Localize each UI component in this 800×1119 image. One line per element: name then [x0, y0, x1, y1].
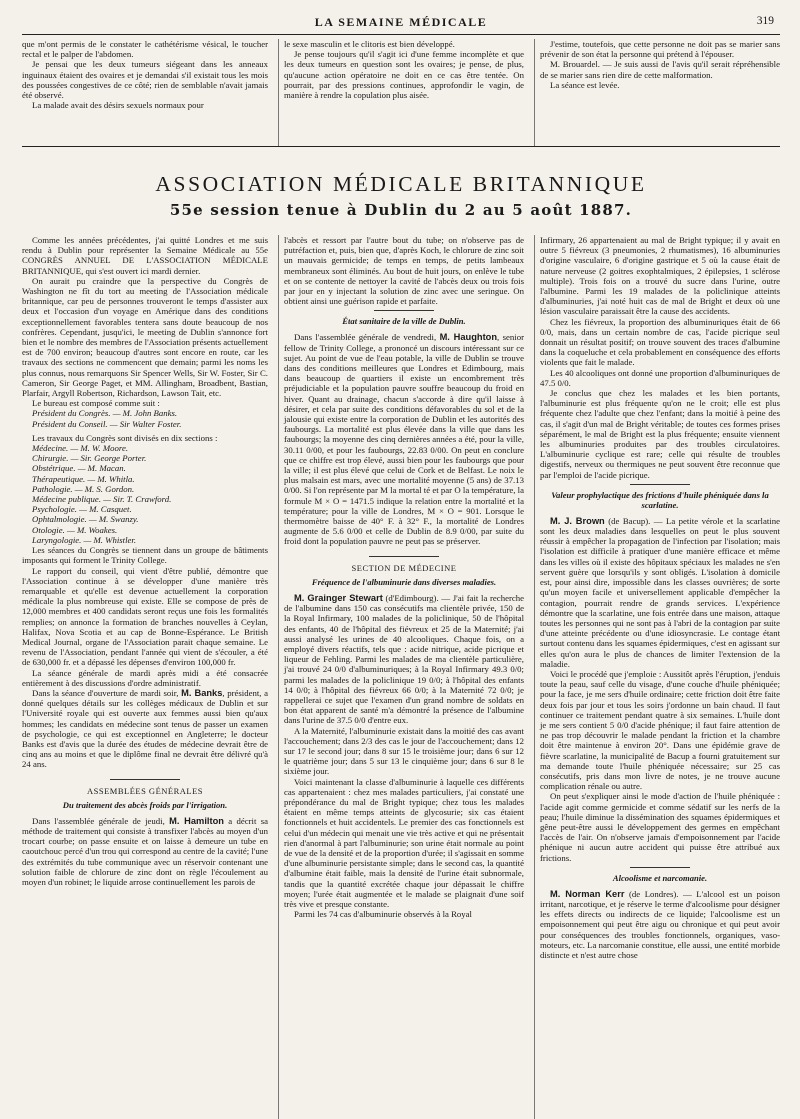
- continued-article: [22, 39, 780, 147]
- list-item: Président du Conseil. — Sir Walter Foster.: [32, 418, 182, 429]
- paragraph: A la Maternité, l'albuminurie existait dans la moitié des cas avant l'accouchement; dans 2/3 des cas le jour de l'accouchement; dans 12 sur 17 le second jour; dans 8 sur 15 le troisième jour; dans 6 sur 12 le quatrième jour; dans 5 sur 13 le cinquième jour; dans 6 sur 8 le sixième jour.: [284, 725, 524, 777]
- speaker-name: M. Grainger Stewart: [294, 592, 383, 603]
- paragraph: Le bureau est composé comme suit :: [32, 398, 160, 409]
- paragraph: Parmi les 74 cas d'albuminurie observés à la Royal: [294, 909, 472, 920]
- paragraph: La séance générale de mardi après midi a été consacrée entièrement à des discussions d'ordre administratif.: [22, 667, 268, 688]
- article-body: [22, 235, 780, 1119]
- page-header: [22, 0, 780, 35]
- paragraph: Les 40 alcooliques ont donné une proportion d'albuminuriques de 47.5 0/0.: [540, 367, 780, 388]
- paragraph: Les séances du Congrès se tiennent dans un groupe de bâtiments imposants qui forment le Trinity College.: [22, 545, 268, 566]
- subsection-heading: [540, 867, 780, 883]
- speaker-name: M. Hamilton: [169, 815, 224, 826]
- subsection-title: État sanitaire de la ville de Dublin.: [342, 316, 466, 327]
- paragraph: [284, 332, 524, 546]
- list-item: Laryngologie. — M. Whistler.: [32, 534, 137, 545]
- text: , senior fellow de Trinity College, a prononcé un discours intéressant sur ce sujet. Au point de vue de l'eau potable, la ville de Dublin se trouve dans des conditions meilleures que Londres et Edimbourg, mais dans beaucoup de quartiers il existe un encombrement très préjudiciable et la population pauvre souffre beaucoup du froid en hiver. Quant au drainage, chacun s'accorde à dire qu'il laisse à désirer, et cela par suite des conditions défavorables du sol et de la jalousie qui existe entre la corporation de Dublin et les autorités des faubourgs. La mortalité est plus élevée dans la ville que dans les faubourgs; la moyenne des cinq dernières années a été, pour la ville, 30.11 0/00, et pour les faubourgs, 22.83 0/00. On peut en conclure que ce chiffre est trop élevé, aussi bien pour les faubourgs que pour la ville; il est plus élevé que celui de Cork et de Belfast. Le noix le plus malsain est mars, avec une mortalité moyenne (5 ans) de 37.13 0/00. Si l'on représente par M la mortal té et par O la température, la formule M × O = 1471.5 indique la relation entre la mortalité et la température; pour la ville de Londres, M × O = 901. Lorsque le thermomètre baisse de 40° F. à 32° F., la mortalité de Londres augmente de 5.6 0/00 et celle de Dublin de 8.9 0/00, par suite du froid dont la population pauvre ne peut pas se préserver.: [284, 332, 524, 547]
- top-column-3: [534, 39, 780, 146]
- paragraph: Le rapport du conseil, qui vient d'être publié, démontre que l'Association continue à se développer d'une manière très remarquable et qu'elle est devenue actuellement la corporation médicale la plus nombreuse qui existe. Elle se compose de près de 12,000 membres et 400 candidats seront reçus une fois les formalités remplies; on annonce la formation de branches nouvelles à Ceylan, Halifax, Nova Scotia et au cap de Bonne-Espérance. Le British Medical Journal, organe de l'Association parait chaque semaine. Le revenu de l'Association, pendant l'année qui vient de s'écouler, a été de 630,000 fr. et a dépassé les dépenses d'environ 100,000 fr.: [22, 565, 268, 668]
- paragraph: Les travaux du Congrès sont divisés en dix sections :: [32, 432, 218, 443]
- top-column-2: [278, 39, 524, 146]
- article-subtitle: 55e session tenue à Dublin du 2 au 5 août 1887.: [169, 201, 633, 219]
- paragraph: [22, 688, 268, 770]
- list-item: Otologie. — M. Woakes.: [32, 524, 118, 535]
- paragraph: [540, 516, 780, 669]
- section-title: ASSEMBLÉES GÉNÉRALES: [86, 785, 204, 796]
- text: Dans l'assemblée générale de jeudi,: [32, 815, 165, 826]
- paragraph: M. Brouardel. — Je suis aussi de l'avis qu'il serait répréhensible de se marier sans rien dire de cette malformation.: [540, 59, 780, 80]
- text: , président, a donné quelques détails sur les collèges médicaux de Dublin et sur l'Université royale qui est ouverte aux femmes aussi bien qu'aux hommes; les candidats en médecine sont tenus de passer un examen de psychologie, ce qui est exceptionnel en Angleterre; le docteur Banks est d'avis que la durée des études de médecine devrait être de cinq ans au moins et que le diplôme final ne devrait être délivré qu'à 24 ans.: [22, 687, 268, 770]
- paragraph: Je conclus que chez les malades et les bien portants, l'albuminurie est plus fréquente qu'on ne le croit; elle est plus fréquente chez l'adulte que chez l'enfant; dans la moitié à peine des cas, il s'agit d'un mal de Bright véritable; de toutes ces formes prises séparément, le mal de Bright est la plus fréquente; ensuite viennent les albuminuries produites par des troubles circulatoires. L'albuminurie cyclique est rare; celle qui résulte de troubles digestifs, nerveux ou thermiques ne peut souvent être reconnue que par l'emploi de l'acide picrique.: [540, 388, 780, 480]
- list-item: Ophtalmologie. — M. Swanzy.: [32, 514, 139, 525]
- body-column-3: [534, 235, 780, 1119]
- journal-title: LA SEMAINE MÉDICALE: [314, 15, 488, 29]
- paragraph: On peut s'expliquer ainsi le mode d'action de l'huile phéniquée : l'acide agit comme germicide et comme sédatif sur les nerfs de la peau; l'huile diminue la dissémination des squames épidermiques et gêne peut-être aussi le développement des germes en empêchant l'accès de l'air. On n'observe jamais d'empoisonnement par l'acide phénique ni aucun autre accident qui puisse être attribué aux frictions.: [540, 791, 780, 863]
- article-banner: [22, 171, 780, 219]
- paragraph: La malade avait des désirs sexuels normaux pour: [32, 100, 204, 111]
- body-column-1: [22, 235, 268, 1119]
- speaker-name: M. J. Brown: [550, 515, 605, 526]
- paragraph: J'estime, toutefois, que cette personne ne doit pas se marier sans prévenir de son état la personne qui prétend à l'épouser.: [540, 39, 780, 60]
- article-title: ASSOCIATION MÉDICALE BRITANNIQUE: [155, 172, 647, 196]
- text: (de Londres). — L'alcool est un poison irritant, narcotique, et je réserve le terme d'alcoolisme pour désigner les effets directs ou indirects de ce liquide; l'alcoolisme est un empoisonnement qui peut être aigu ou chronique et qui peut avoir pour conséquences des troubles fonctionnels, organiques, vaso-moteurs, etc. La narcomanie constitue, elle aussi, une entité morbide distincte et n'est autre chose: [540, 888, 780, 960]
- list-item: Médecine publique. — Sir. T. Crawford.: [32, 494, 172, 505]
- paragraph: que m'ont permis de le constater le cathétérisme vésical, le toucher rectal et le palper de l'abdomen.: [22, 39, 268, 60]
- paragraph: Voici le procédé que j'emploie : Aussitôt après l'éruption, j'enduis toute la peau, sauf celle du visage, d'une couche d'huile phéniquée; pour la face, je me sers d'huile ordinaire; cette friction doit être faite deux fois par jour et tous les soirs j'ordonne un bain chaud. Il faut continuer ce traitement pendant quatre à six semaines. L'huile dont je me sers contient 5 0/0 d'acide phénique; il faut faire attention de ne pas trop découvrir le malade pendant la friction et la chambre doit être maintenue à environ 20°. Dans une épidémie grave de fièvre scarlatine, la municipalité de Bacup a fourni gratuitement sur ma demande toute l'huile phéniquée nécessaire; sur 25 cas consécutifs, pris dans mon livre de notes, je ne trouve aucune complication rénale ou autre.: [540, 668, 780, 792]
- divider: [374, 310, 434, 311]
- subsection-title: Alcoolisme et narcomanie.: [612, 872, 708, 883]
- top-column-1: [22, 39, 268, 146]
- divider: [630, 867, 690, 868]
- paragraph: [284, 593, 524, 726]
- text: Dans l'assemblée générale de vendredi,: [294, 332, 437, 343]
- subsection-heading: [284, 310, 524, 326]
- paragraph: Voici maintenant la classe d'albuminurie à laquelle ces différents cas appartenaient : chez mes malades particuliers, j'ai constaté une prépondérance du mal de Bright typique; chez tous les malades étaient en même temps atteints de glycosurie; six cas étaient fonctionnels et huit accidentels. Le premier des cas fonctionnels est celui d'un médecin qui menait une vie très active et qui ne présentait rien d'anormal à part l'albuminurie; son urine était normale au point de vue de la densité et de la proportion d'urée; il s'agissait en somme d'une albuminurie persistante simple; dans le second cas, la quantité d'albumine était faible, mais la densité de l'urine était subnormale, tandis que la quantité excrétée chaque jour dépassait le chiffre moyen; l'urée était augmentée et le malade se plaignait d'une soif très vive et presque constante.: [284, 776, 524, 909]
- text: (d'Edimbourg). — J'ai fait la recherche de l'albumine dans 150 cas consécutifs ma clientèle privée, 150 de la Royal Infirmary, 100 malades de la policlinique, 50 de l'hôpital des enfants, 40 de l'hôpital des fiévreux et 25 de la Maternité; j'ai aussi analysé les urines de 40 alcooliques. Chaque fois, on a employé divers réactifs, tels que : acide nitrique, acide picrique et liqueur de Fehling. Parmi les malades de ma clientèle particulière, j'ai trouvé 24 0/0 d'albuminuriques; à la Royal Infirmary 49.3 0/0; parmi les malades de la policlinique 19 0/0; à l'hôpital des enfants 14 0/0; à l'hôpital des fiévreux 66 0/0; à la Maternité 72 0/0; je rappellerai ce sujet que l'examen d'un grand nombre de soldats en bon état apparent de santé m'a démontré la présence de l'albumine dans l'urine de 37.5 0/0 d'entre eux.: [284, 592, 524, 726]
- subsection-title: Valeur prophylactique des frictions d'huile phéniquée dans la scarlatine.: [551, 489, 769, 510]
- paragraph: On aurait pu craindre que la perspective du Congrès de Washington ne fît du tort au meeting de l'Association médicale britannique, car peu de personnes trouveront le temps d'assister aux deux et l'occasion d'un voyage en Amérique dans des conditions exceptionnellement favorables tentera sans doute beaucoup de nos confrères. Cependant, jusqu'ici, le meeting de Dublin s'annonce fort bien et le nombre des membres de l'Association présents actuellement est de 700 environ; beaucoup d'autres sont encore en route, car les travaux des sections ne commencent que demain; parmi les noms les plus connus, nous remarquons Sir Spencer Wells, Sir W. Foster, Sir C. Cameron, Sir George Paget, et MM. Allingham, Broadbent, Bastian, Plarfair, Argyll Robertson, Richardson, Lawson Tait, etc.: [22, 275, 268, 399]
- divider: [110, 779, 180, 780]
- body-column-2: [278, 235, 524, 1119]
- paragraph: [22, 816, 268, 887]
- paragraph: Infirmary, 26 appartenaient au mal de Bright typique; il y avait en outre 5 fiévreux (3 pneumonies, 2 rhumatismes), 16 albuminuries d'origine vasculaire, 6 d'origine gastrique et 5 où la cause était de nature nerveuse (2 goitres exophtalmiques, 2 épilepsies, 1 sclérose multiple). Trois fois on a trouvé du sucre dans l'urine, outre l'albumine. Parmi les 19 malades de la policlinique atteints d'albuminuries, j'ai noté huit cas de mal de Bright et deux où une lésion vasculaire paraissait être la cause des accidents.: [540, 235, 780, 317]
- list-item: Obstétrique. — M. Macan.: [32, 463, 126, 474]
- list-item: Président du Congrès. — M. John Banks.: [32, 408, 178, 419]
- paragraph: La séance est levée.: [550, 79, 620, 90]
- section-heading: [284, 556, 524, 573]
- paragraph: Chez les fiévreux, la proportion des albuminuriques était de 66 0/0, mais, dans un certain nombre de cas, l'acide picrique seul donnait un résultat positif; on trouve souvent des traces d'albumine dans la coqueluche et cela probablement en conséquence des efforts violents que fait le malade.: [540, 316, 780, 368]
- paragraph: Je pensai que les deux tumeurs siégeant dans les anneaux inguinaux étaient des ovaires et je demandai s'il existait tous les mois des poussées congestives de ce côté; rien de semblable n'avait jamais été observé.: [22, 59, 268, 101]
- page-number: 319: [756, 15, 774, 27]
- list-item: Pathologie. — M. S. Gordon.: [32, 483, 135, 494]
- text: a décrit sa méthode de traitement qui consiste à transfixer l'abcès au moyen d'un trocart courbe; on passe ensuite et on laisse à demeure un tube en caoutchouc percé d'un trou qui correspond au centre de la cavité; l'une des extrémités du tube communique avec un réservoir contenant une solution faible de chlorure de zinc dont on règle l'écoulement au moyen d'un robinet; le liquide arrose continuellement les parois de: [22, 815, 268, 887]
- newspaper-page: [22, 0, 780, 1119]
- list-item: Chirurgie. — Sir. George Porter.: [32, 453, 147, 464]
- section-title: SECTION DE MÉDECINE: [351, 562, 457, 573]
- subsection-heading: Fréquence de l'albuminurie dans diverses maladies.: [311, 576, 497, 587]
- paragraph: le sexe masculin et le clitoris est bien développé.: [284, 39, 455, 49]
- list-item: Thérapeutique. — M. Whitla.: [32, 473, 135, 484]
- divider: [630, 484, 690, 485]
- paragraph: l'abcès et ressort par l'autre bout du tube; on n'observe pas de putréfaction et, puis, bien que, d'après Koch, le chlorure de zinc soit un mauvais germicide; de temps en temps, de petits lambeaux membraneux sont éliminés. Au bout de huit jours, on enlève le tube et on se contente de nettoyer la cavité de l'abcès deux ou trois fois par jour en y injectant la solution de zinc avec une seringue. On obtient ainsi une guérison rapide et parfaite.: [284, 235, 524, 307]
- text: (de Bacup). — La petite vérole et la scarlatine sont les deux maladies dans lesquelles on peut le plus souvent réussir à empêcher la propagation de l'infection par l'isolation; mais l'isolation est difficile à pratiquer d'une manière efficace et même dans les villes où il existe des hôpitaux spéciaux les malades ne s'en servent guère que lorsqu'ils y sont obligés. L'isolation à domicile est, pour ainsi dire, impossible dans les classes ouvrières; de sorte qu'un moyen facile et universellement applicable d'empêcher la contagion, pourrait rendre de grands services. L'expérience démontre que la scarlatine, une fois entrée dans une maison, attaque toutes les personnes qui ne sont pas à l'abri de la contagion par suite d'une atteinte précédente ou d'une idiosyncrasie. Le contage étant surtout contenu dans les squames épidermiques, c'est en agissant sur elles qu'on aura le plus de chances de limiter l'extension de la maladie.: [540, 515, 780, 669]
- section-heading: [22, 779, 268, 796]
- list-item: Psychologie. — M. Casquet.: [32, 504, 132, 515]
- speaker-name: M. Banks: [181, 687, 223, 698]
- subsection-heading: [540, 484, 780, 510]
- speaker-name: M. Haughton: [439, 332, 498, 343]
- subsection-heading: Du traitement des abcès froids par l'irrigation.: [62, 799, 228, 810]
- paragraph: Je pense toujours qu'il s'agit ici d'une femme incomplète et que les deux tumeurs en question sont les ovaires; je pense, de plus, qu'aucune action opératoire ne doit en ce cas être tentée. On pourrait, par des pressions continues, approfondir le vagin, de manière à rendre la copulation plus aisée.: [284, 49, 524, 101]
- paragraph: Comme les années précédentes, j'ai quitté Londres et me suis rendu à Dublin pour représenter la Semaine Médicale au 55e CONGRÈS ANNUEL DE L'ASSOCIATION MÉDICALE BRITANNIQUE, qui s'est ouvert ici mardi dernier.: [22, 235, 268, 276]
- paragraph: [540, 889, 780, 960]
- speaker-name: M. Norman Kerr: [550, 888, 625, 899]
- list-item: Médecine. — M. W. Moore.: [32, 443, 129, 454]
- text: Dans la séance d'ouverture de mardi soir,: [32, 687, 179, 698]
- divider: [369, 556, 439, 557]
